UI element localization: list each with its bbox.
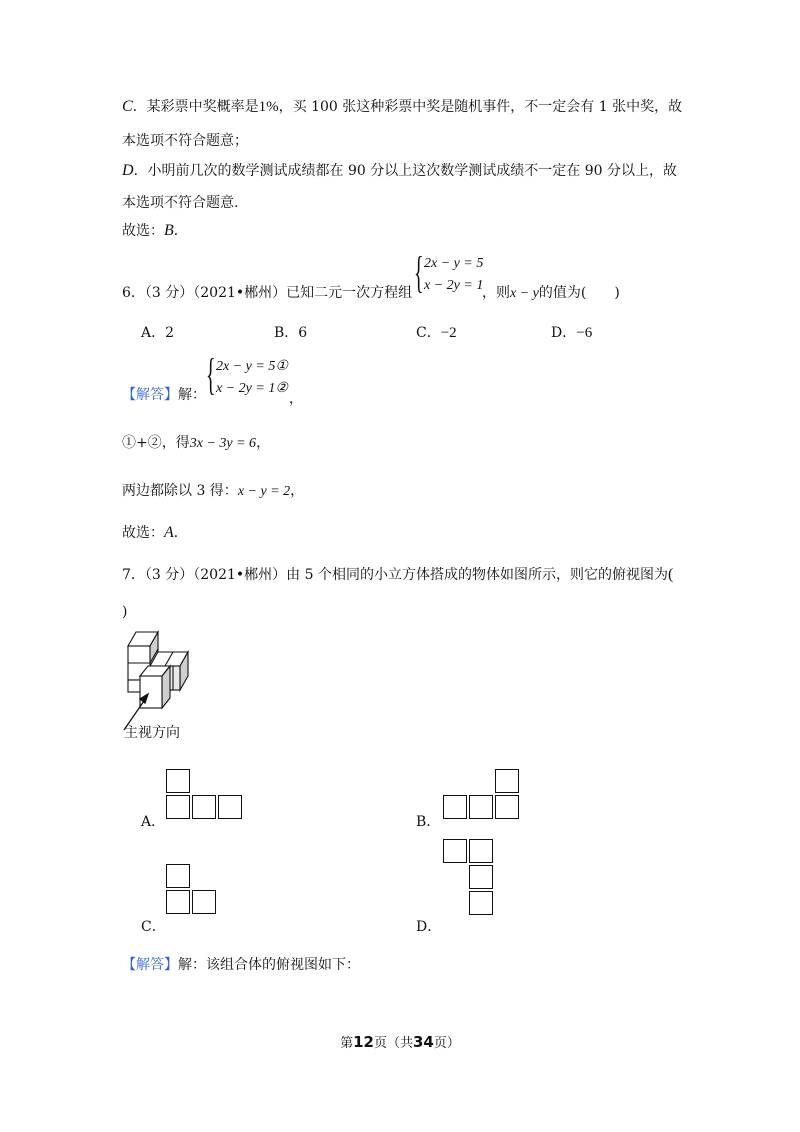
answer-blank-close: ) <box>122 604 128 620</box>
q7-option-c-label: C． <box>141 919 166 935</box>
solution-equation-2: x − 2y = 1② <box>216 381 288 396</box>
q7-option-c-figure <box>166 864 222 916</box>
choice-d-explanation-line2: 本选项不符合题意. <box>122 195 239 211</box>
solution-6-step2: 两边都除以 3 得：x − y = 2， <box>122 483 305 499</box>
left-brace-icon: { <box>206 350 216 399</box>
equation-2: x − 2y = 1 <box>424 278 484 293</box>
choice-letter-c: C <box>122 98 133 115</box>
answer-q6: 故选：A． <box>122 524 188 541</box>
q7-option-a-figure <box>166 769 246 821</box>
answer-choice: A <box>164 524 174 541</box>
solution-6-step1: ①+②，得3x − 3y = 6， <box>122 435 271 451</box>
answer-choice: B <box>164 222 174 239</box>
step2-equation: x − y = 2 <box>237 484 291 499</box>
choice-letter-d: D <box>122 162 134 179</box>
question-6-stem-b: ，则x − y的值为( ) <box>482 285 620 301</box>
choice-c-explanation-line1: C．某彩票中奖概率是1%，买 100 张这种彩票中奖是随机事件，不一定会有 1 张中奖，故 <box>122 98 683 115</box>
solution-comma: ， <box>289 391 303 407</box>
q7-option-d-figure <box>443 839 499 917</box>
solution-equation-system <box>206 350 296 402</box>
equation-1: 2x − y = 5 <box>424 256 484 271</box>
page-footer: 第12页（共34页） <box>340 1033 460 1051</box>
q7-option-a-label: A． <box>141 814 166 830</box>
choice-c-explanation-line2: 本选项不符合题意； <box>122 133 248 149</box>
q6-option-d: D．−6 <box>551 325 593 341</box>
expression: x − y <box>510 286 539 301</box>
solution-7: 【解答】解：该组合体的俯视图如下： <box>122 957 360 973</box>
solution-6-intro: 【解答】解： <box>122 387 206 403</box>
cube-stack-figure <box>118 628 214 736</box>
answer-blank: ( ) <box>580 285 620 301</box>
left-brace-icon: { <box>414 248 424 297</box>
probability-value: 1% <box>258 99 279 115</box>
page-number: 12 <box>353 1033 374 1051</box>
q7-option-d-label: D． <box>416 919 442 935</box>
q6-option-b: B．6 <box>274 325 308 341</box>
step1-equation: 3x − 3y = 6 <box>189 436 257 451</box>
q7-option-b-figure <box>443 769 523 821</box>
q6-option-a: A．2 <box>141 325 175 341</box>
total-pages: 34 <box>413 1033 434 1051</box>
solution-tag: 【解答】 <box>122 957 178 973</box>
question-7-stem: 7．（3 分）（2021•郴州）由 5 个相同的小立方体搭成的物体如图所示，则它的俯视图为( <box>122 566 674 583</box>
q7-option-b-label: B． <box>416 814 441 830</box>
choice-d-explanation-line1: D．小明前几次的数学测试成绩都在 90 分以上这次数学测试成绩不一定在 90 分以上，故 <box>122 162 677 179</box>
question-6-stem: 6．（3 分）（2021•郴州）已知二元一次方程组 <box>122 285 413 301</box>
solution-tag: 【解答】 <box>122 387 178 403</box>
view-direction-label: 主视方向 <box>124 725 180 741</box>
answer-q5: 故选：B． <box>122 222 188 239</box>
q6-option-c: C．−2 <box>416 325 457 341</box>
solution-equation-1: 2x − y = 5① <box>216 359 288 374</box>
